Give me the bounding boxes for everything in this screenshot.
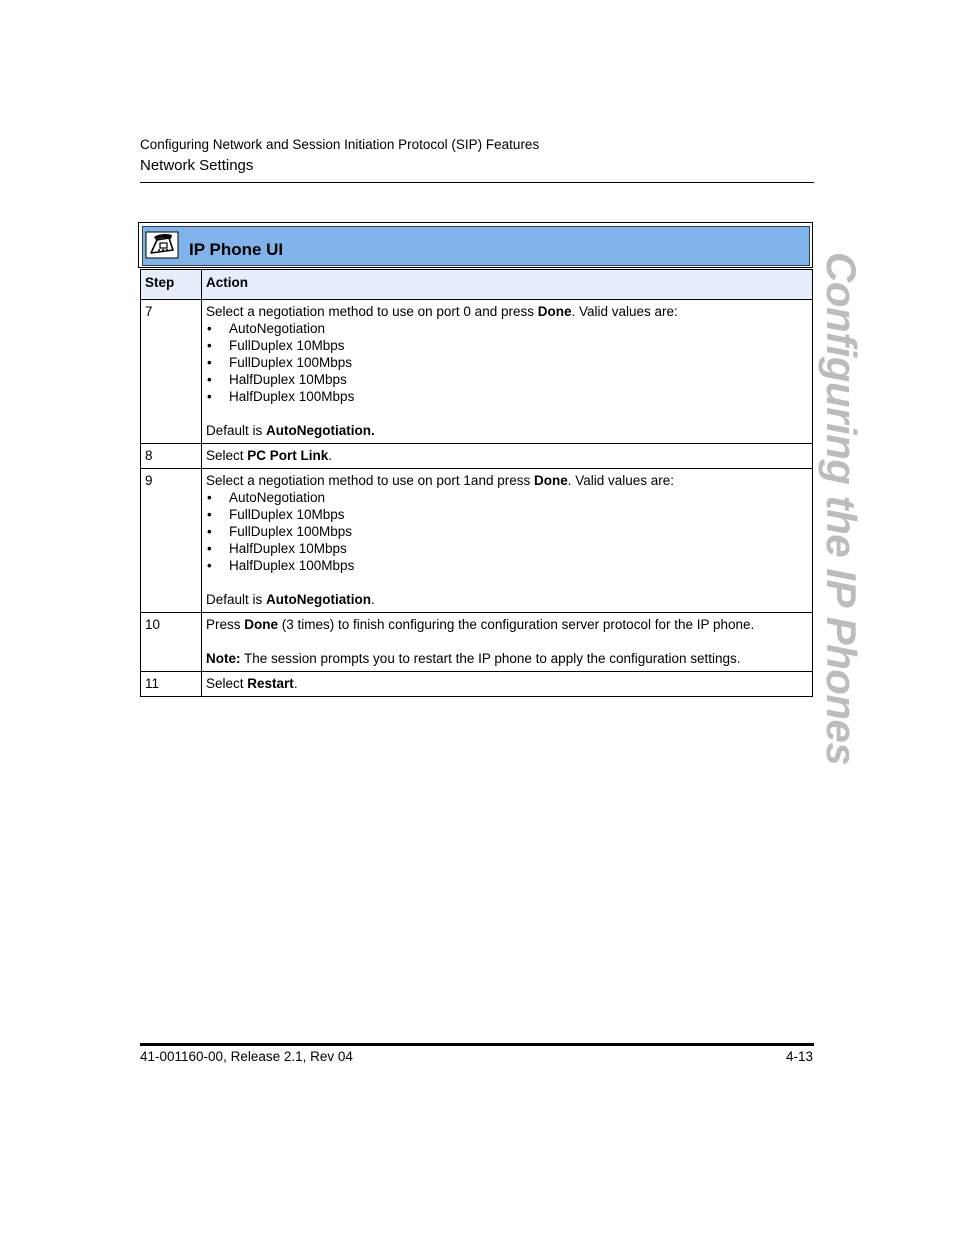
list-item: • FullDuplex 10Mbps xyxy=(206,337,808,354)
option-list xyxy=(206,320,808,405)
action-emphasis: Done xyxy=(537,304,572,319)
list-item: • FullDuplex 10Mbps xyxy=(206,506,808,523)
default-text: . xyxy=(371,592,375,607)
default-value: AutoNegotiation xyxy=(266,592,372,607)
step-action xyxy=(202,672,813,697)
table-row xyxy=(141,469,813,613)
action-text: . Valid values are: xyxy=(571,304,678,319)
option-list xyxy=(206,489,808,574)
list-item: • HalfDuplex 10Mbps xyxy=(206,540,808,557)
panel-title-bar xyxy=(142,226,810,266)
table-row xyxy=(141,444,813,469)
header-section: Network Settings xyxy=(140,157,254,174)
list-item: • HalfDuplex 10Mbps xyxy=(206,371,808,388)
phone-icon xyxy=(145,231,179,259)
footer-divider xyxy=(140,1043,814,1046)
panel-title: IP Phone UI xyxy=(189,240,284,259)
action-emphasis: Done xyxy=(533,473,568,488)
action-text: . Valid values are: xyxy=(567,473,675,488)
default-value: AutoNegotiation. xyxy=(266,423,375,438)
footer-doc-id: 41-001160-00, Release 2.1, Rev 04 xyxy=(140,1049,353,1064)
step-number: 11 xyxy=(141,672,202,697)
footer-page-number: 4-13 xyxy=(785,1049,813,1064)
table-header-row xyxy=(141,270,813,300)
table-row xyxy=(141,672,813,697)
step-number: 10 xyxy=(141,613,202,672)
default-text: Default is xyxy=(206,592,267,607)
action-text: Select a negotiation method to use on port 0 and press xyxy=(206,304,538,319)
list-item: • FullDuplex 100Mbps xyxy=(206,523,808,540)
action-text: Select xyxy=(206,448,248,463)
action-text: Press xyxy=(206,617,245,632)
table-row xyxy=(141,613,813,672)
step-action xyxy=(202,300,813,444)
note-text: The session prompts you to restart the IP phone to apply the configuration settings. xyxy=(240,651,741,666)
steps-table xyxy=(140,269,813,697)
action-emphasis: PC Port Link xyxy=(247,448,329,463)
step-number: 8 xyxy=(141,444,202,469)
step-number: 7 xyxy=(141,300,202,444)
default-text: Default is xyxy=(206,423,267,438)
col-header-step: Step xyxy=(141,270,202,300)
list-item: • HalfDuplex 100Mbps xyxy=(206,557,808,574)
step-action xyxy=(202,444,813,469)
action-text: . xyxy=(293,676,298,691)
note-label: Note: xyxy=(206,651,241,666)
chapter-side-tab xyxy=(818,252,865,766)
action-text: . xyxy=(328,448,333,463)
action-emphasis: Done xyxy=(244,617,279,632)
list-item: • AutoNegotiation xyxy=(206,489,808,506)
action-text: Select xyxy=(206,676,248,691)
action-text: Select a negotiation method to use on port 1and press xyxy=(206,473,534,488)
step-action xyxy=(202,469,813,613)
list-item: • AutoNegotiation xyxy=(206,320,808,337)
col-header-action: Action xyxy=(202,270,813,300)
header-divider xyxy=(140,182,814,183)
list-item: • HalfDuplex 100Mbps xyxy=(206,388,808,405)
list-item: • FullDuplex 100Mbps xyxy=(206,354,808,371)
step-number: 9 xyxy=(141,469,202,613)
action-emphasis: Restart xyxy=(247,676,294,691)
chapter-side-tab-text: Configuring the IP Phones xyxy=(818,252,865,766)
action-text: (3 times) to finish configuring the configuration server protocol for the IP phone. xyxy=(278,617,755,632)
table-row xyxy=(141,300,813,444)
step-action xyxy=(202,613,813,672)
header-chapter: Configuring Network and Session Initiation Protocol (SIP) Features xyxy=(140,137,540,152)
